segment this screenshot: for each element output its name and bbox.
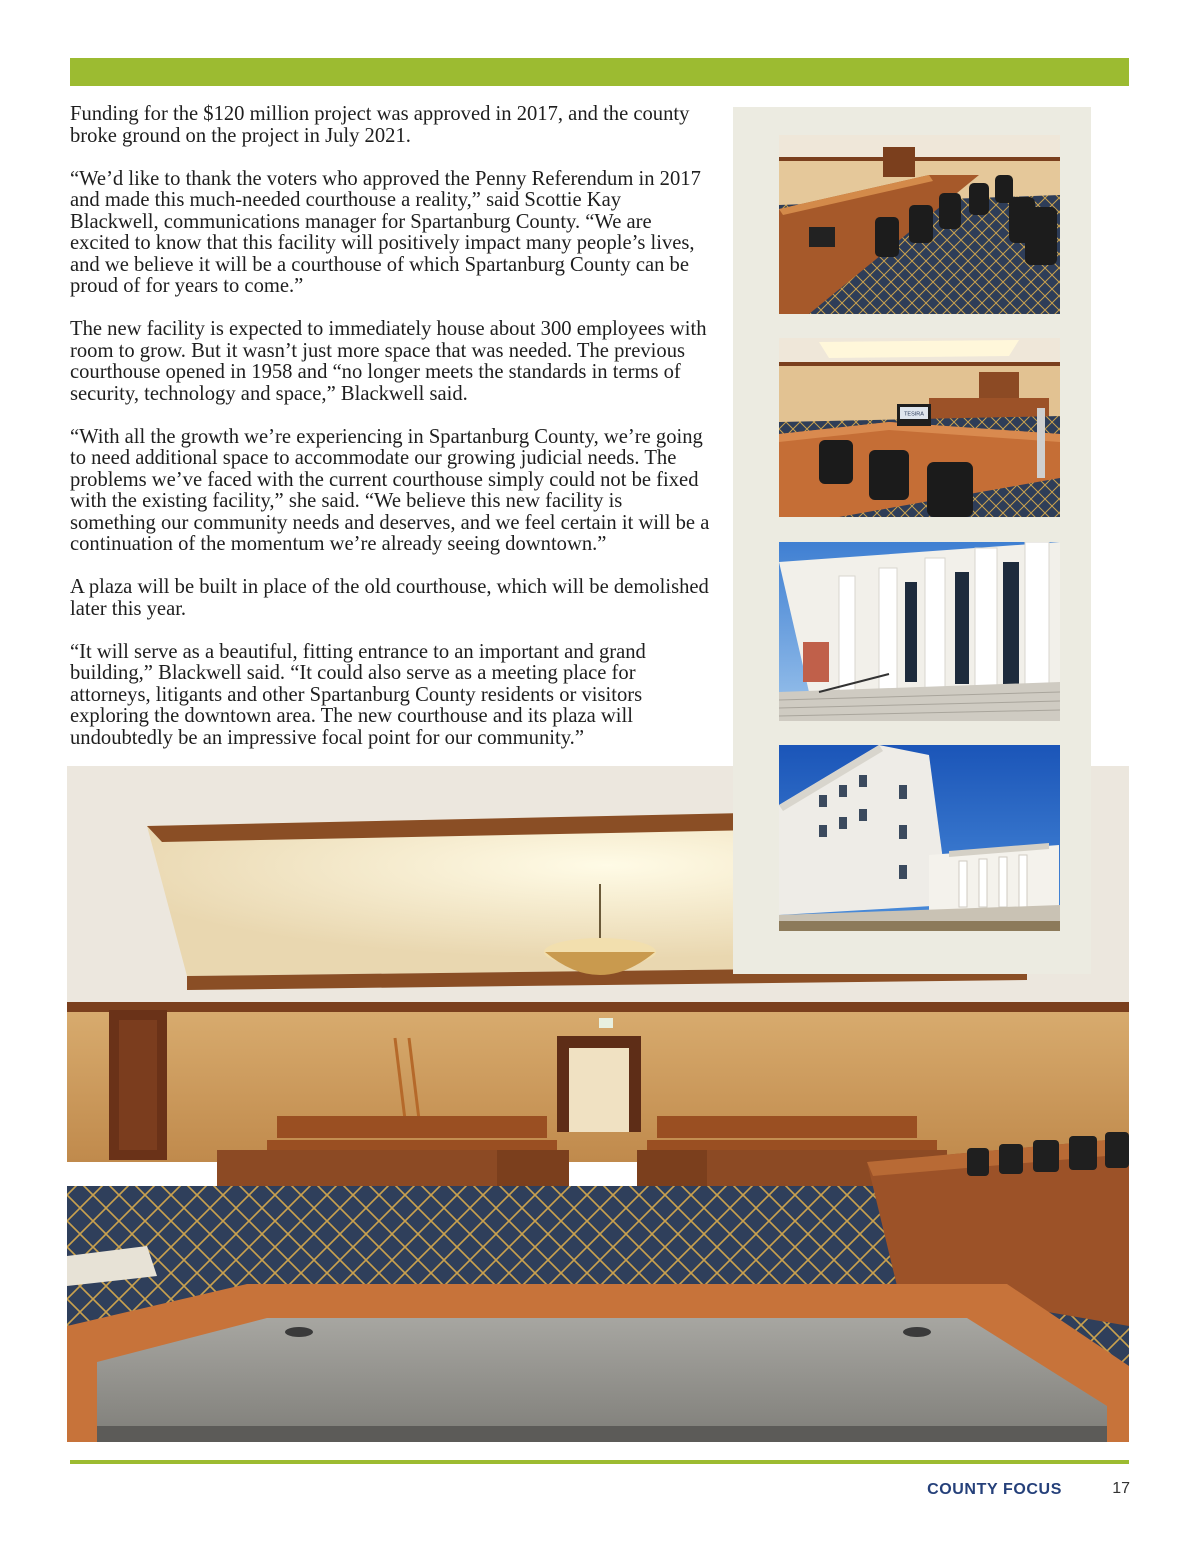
article-paragraph: “We’d like to thank the voters who approved the Penny Referendum in 2017 and made this much-needed courthouse a reality,” said Scottie Kay Blackwell, communications manager for Spartanburg County. “We are excited to know that this facility will positively impact many people’s lives, and we believe it will be a courthouse of which Spartanburg County can be proud of for years to come.” bbox=[70, 167, 701, 297]
top-accent-bar bbox=[70, 58, 1129, 86]
courtroom-counsel-table-photo bbox=[779, 338, 1060, 517]
article-paragraph: The new facility is expected to immediately house about 300 employees with room to grow. But it wasn’t just more space that was needed. The previous courthouse opened in 1958 and “no longer meets the standards in terms of security, technology and space,” Blackwell said. bbox=[70, 318, 707, 405]
photo-sidebar bbox=[733, 107, 1091, 974]
publication-name: COUNTY FOCUS bbox=[927, 1481, 1062, 1498]
monitor-screen-label: TESIRA bbox=[904, 411, 924, 418]
article-paragraph: A plaza will be built in place of the old courthouse, which will be demolished later this year. bbox=[70, 576, 709, 620]
courthouse-entrance-photo bbox=[779, 542, 1060, 721]
article-paragraph: “It will serve as a beautiful, fitting entrance to an important and grand building,” Blackwell said. “It could also serve as a meeting place for attorneys, litigants and other Spartanburg County residents or visitors exploring the downtown area. The new courthouse and its plaza will undoubtedly be an impressive focal point for our community.” bbox=[70, 640, 646, 749]
article-paragraph: “With all the growth we’re experiencing in Spartanburg County, we’re going to need additional space to accommodate our growing judicial needs. The problems we’ve faced with the current courthouse simply could not be fixed with the existing facility,” she said. “We believe this new facility is something our community needs and deserves, and we feel certain it will be a continuation of the momentum we’re already seeing downtown.” bbox=[70, 425, 710, 555]
page-number: 17 bbox=[1112, 1480, 1130, 1497]
footer-rule bbox=[70, 1460, 1129, 1464]
article-body bbox=[70, 104, 710, 771]
article-paragraph: Funding for the $120 million project was approved in 2017, and the county broke ground on the project in July 2021. bbox=[70, 103, 690, 147]
courthouse-exterior-photo bbox=[779, 745, 1060, 931]
courtroom-jury-photo bbox=[779, 135, 1060, 314]
